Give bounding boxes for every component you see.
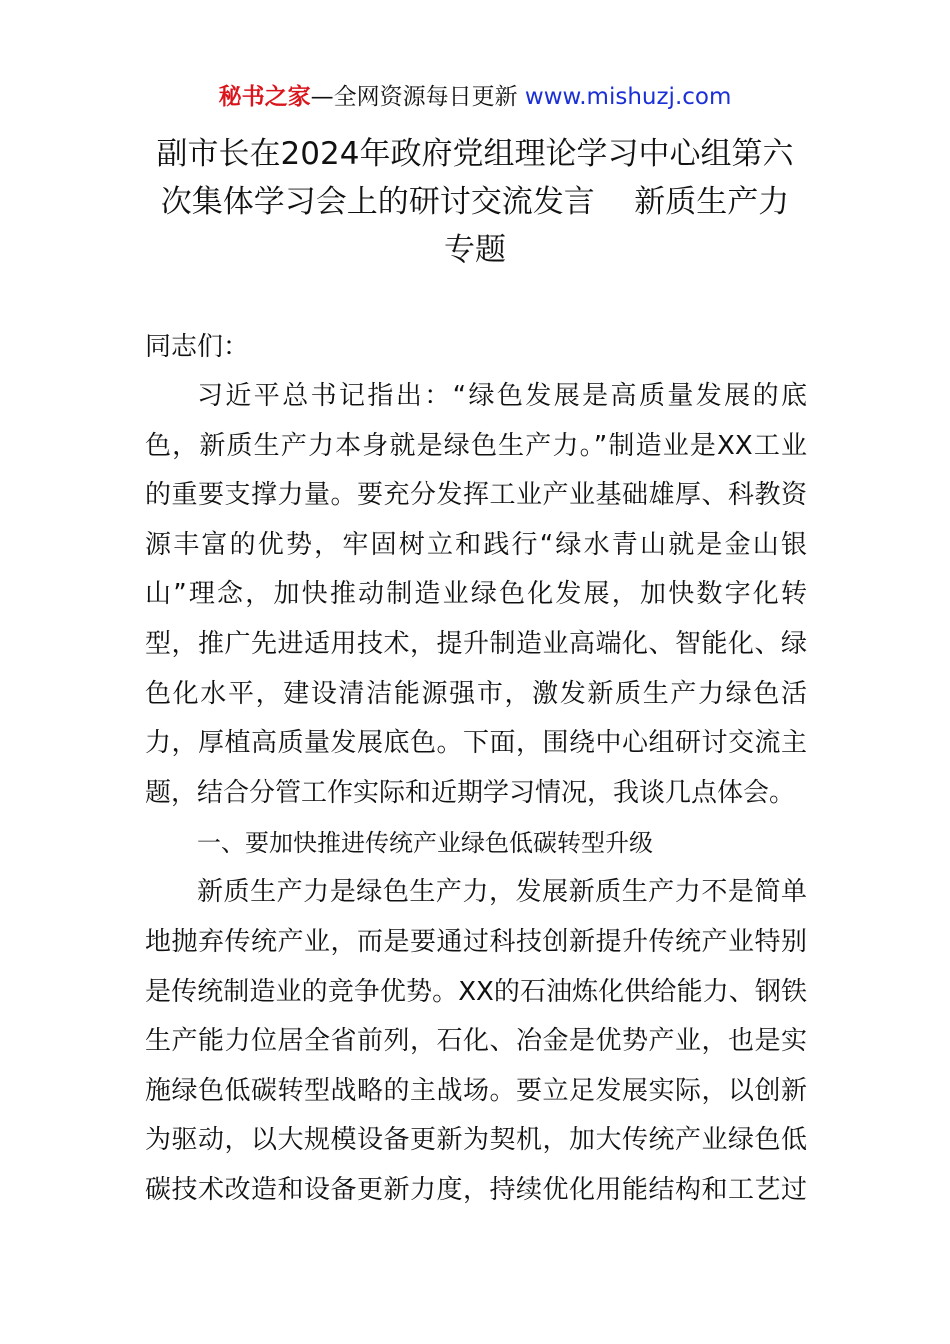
paragraph-line: 习近平总书记指出：“绿色发展是高质量发展的底 [197, 381, 807, 411]
paragraph-line: 色化水平，建设清洁能源强市，激发新质生产力绿色活 [145, 678, 807, 709]
site-header [0, 82, 950, 112]
paragraph-line: 地抛弃传统产业，而是要通过科技创新提升传统产业特别 [145, 926, 807, 957]
title-line: 副市长在2024年政府党组理论学习中心组第六 [156, 136, 794, 172]
paragraph-line: 型，推广先进适用技术，提升制造业高端化、智能化、绿 [145, 628, 807, 659]
brand-name: 秘书之家 [218, 84, 311, 110]
paragraph-line: 施绿色低碳转型战略的主战场。要立足发展实际，以创新 [145, 1075, 807, 1106]
paragraph-line: 生产能力位居全省前列，石化、冶金是优势产业，也是实 [145, 1026, 807, 1057]
paragraph-line: 是传统制造业的竞争优势。XX的石油炼化供给能力、钢铁 [145, 976, 807, 1007]
paragraph-line: 的重要支撑力量。要充分发挥工业产业基础雄厚、科教资 [145, 480, 807, 511]
paragraph-line: 山”理念，加快推动制造业绿色化发展，加快数字化转 [145, 579, 807, 610]
document-body [145, 322, 807, 1216]
paragraph-line: 力，厚植高质量发展底色。下面，围绕中心组研讨交流主 [145, 728, 807, 759]
document-title [140, 130, 810, 274]
salutation: 同志们： [145, 332, 250, 362]
header-tagline: —全网资源每日更新 [310, 84, 518, 110]
paragraph-section-1 [145, 868, 807, 1215]
paragraph-line: 色，新质生产力本身就是绿色生产力。”制造业是XX工业 [145, 430, 807, 461]
paragraph-line: 题，结合分管工作实际和近期学习情况，我谈几点体会。 [145, 777, 796, 808]
paragraph-intro [145, 372, 807, 818]
paragraph-line: 源丰富的优势，牢固树立和践行“绿水青山就是金山银 [145, 529, 807, 560]
section-heading: 一、要加快推进传统产业绿色低碳转型升级 [197, 829, 653, 858]
site-url-link[interactable]: www.mishuzj.com [524, 84, 732, 110]
paragraph-line: 碳技术改造和设备更新力度，持续优化用能结构和工艺过 [145, 1174, 807, 1205]
title-line: 次集体学习会上的研讨交流发言 新质生产力 [160, 184, 790, 220]
paragraph-line: 新质生产力是绿色生产力，发展新质生产力不是简单 [197, 877, 807, 908]
paragraph-line: 为驱动，以大规模设备更新为契机，加大传统产业绿色低 [145, 1125, 807, 1156]
title-line: 专题 [444, 232, 506, 268]
